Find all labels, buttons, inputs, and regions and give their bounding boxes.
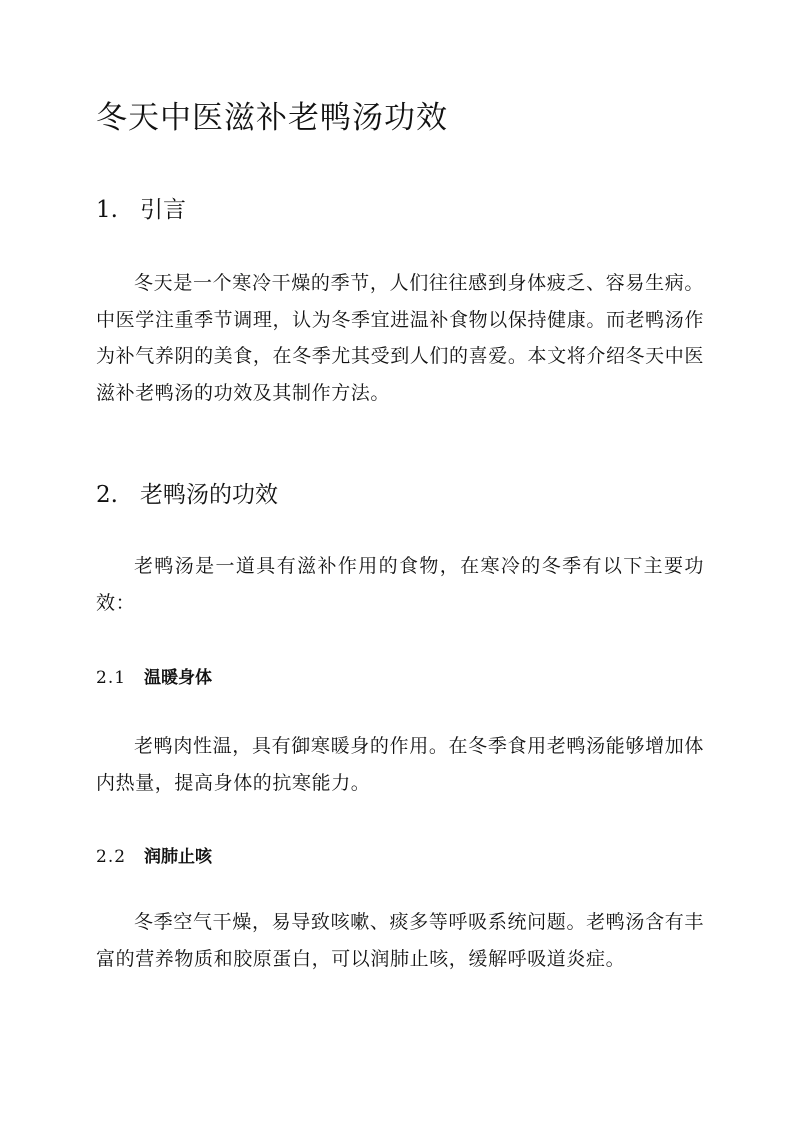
- section-title: 老鸭汤的功效: [140, 482, 278, 508]
- subsection-number: 2.2: [96, 847, 127, 867]
- section-heading-introduction: [96, 194, 186, 226]
- subsection-number: 2.1: [96, 668, 127, 688]
- paragraph-introduction: 冬天是一个寒冷干燥的季节，人们往往感到身体疲乏、容易生病。中医学注重季节调理，认为冬季宜进温补食物以保持健康。而老鸭汤作为补气养阴的美食，在冬季尤其受到人们的喜爱。本文将介绍冬天中医滋补老鸭汤的功效及其制作方法。: [96, 272, 704, 404]
- section-number: 1.: [96, 197, 118, 223]
- document-title: 冬天中医滋补老鸭汤功效: [96, 100, 448, 136]
- subsection-title: 润肺止咳: [144, 847, 212, 867]
- paragraph-warming: 老鸭肉性温，具有御寒暖身的作用。在冬季食用老鸭汤能够增加体内热量，提高身体的抗寒能力。: [96, 735, 704, 794]
- paragraph-benefits-intro: 老鸭汤是一道具有滋补作用的食物，在寒冷的冬季有以下主要功效：: [96, 555, 704, 614]
- section-heading-benefits: [96, 479, 278, 511]
- section-title: 引言: [140, 197, 186, 223]
- subsection-title: 温暖身体: [144, 668, 212, 688]
- section-number: 2.: [96, 482, 118, 508]
- subsection-heading-lung: [96, 845, 212, 869]
- paragraph-lung: 冬季空气干燥，易导致咳嗽、痰多等呼吸系统问题。老鸭汤含有丰富的营养物质和胶原蛋白，可以润肺止咳，缓解呼吸道炎症。: [96, 911, 704, 970]
- subsection-heading-warming: [96, 666, 212, 690]
